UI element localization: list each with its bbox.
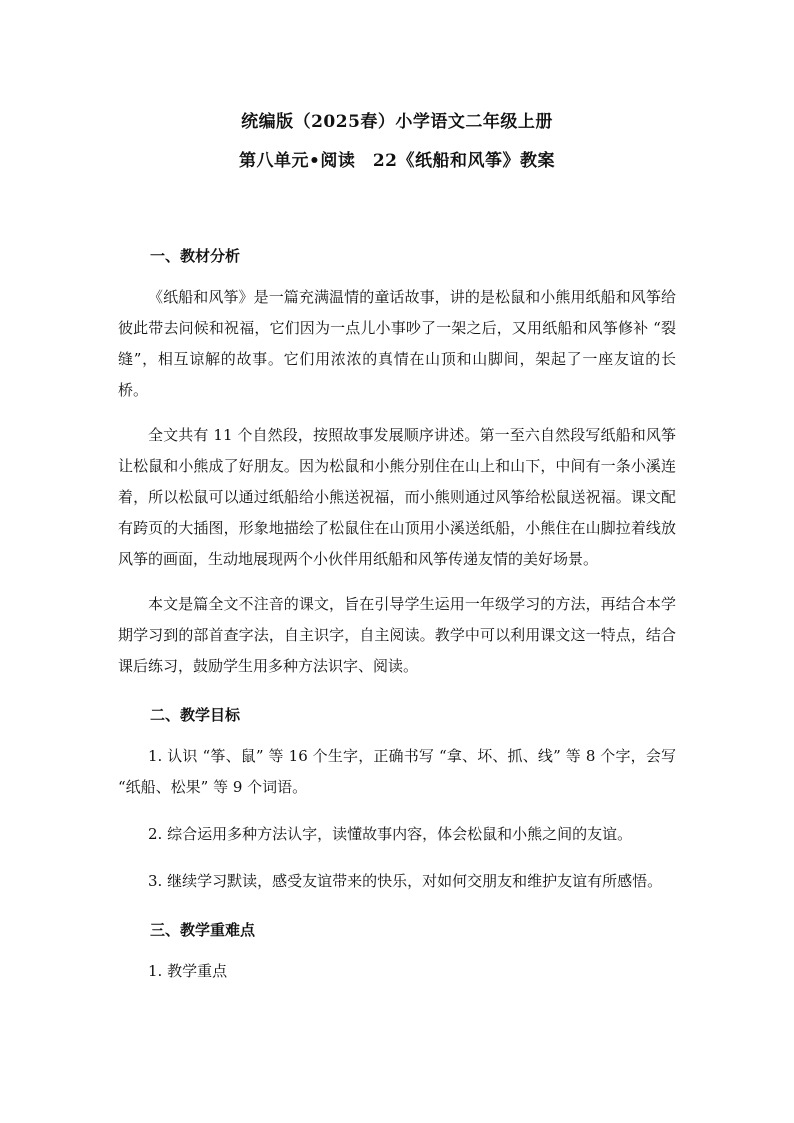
document-subtitle: 第八单元•阅读 22《纸船和风筝》教案 [238, 151, 556, 171]
paragraph: 全文共有 11 个自然段，按照故事发展顺序讲述。第一至六自然段写纸船和风筝让松鼠和小熊成了好朋友。因为松鼠和小熊分别住在山上和山下，中间有一条小溪连着，所以松鼠可以通过纸船给小熊送祝福，而小熊则通过风筝给松鼠送祝福。课文配有跨页的大插图，形象地描绘了松鼠住在山顶用小溪送纸船，小熊住在山脚拉着线放风筝的画面，生动地展现两个小伙伴用纸船和风筝传递友情的美好场景。 [118, 426, 676, 568]
list-item: 3. 继续学习默读，感受友谊带来的快乐，对如何交朋友和维护友谊有所感悟。 [148, 872, 663, 890]
paragraph: 《纸船和风筝》是一篇充满温情的童话故事，讲的是松鼠和小熊用纸船和风筝给彼此带去问候和祝福，它们因为一点儿小事吵了一架之后，又用纸船和风筝修补 “裂缝”，相互谅解的故事。它们用浓浓的真情在山顶和山脚间，架起了一座友谊的长桥。 [118, 288, 676, 399]
section-textbook-analysis [118, 245, 676, 682]
paragraph: 本文是篇全文不注音的课文，旨在引导学生运用一年级学习的方法，再结合本学期学习到的部首查字法，自主识字，自主阅读。教学中可以利用课文这一特点，结合课后练习，鼓励学生用多种方法识字、阅读。 [118, 595, 676, 675]
section-teaching-goals [118, 704, 676, 897]
section-heading: 三、教学重难点 [150, 921, 256, 939]
list-item: 1. 教学重点 [148, 962, 228, 980]
list-item: 2. 综合运用多种方法认字，读懂故事内容，体会松鼠和小熊之间的友谊。 [148, 825, 633, 843]
list-item: 1. 认识 “筝、鼠” 等 16 个生字，正确书写 “拿、坏、抓、线” 等 8 个字，会写 “纸船、松果” 等 9 个词语。 [118, 747, 676, 796]
section-key-difficulties [118, 919, 676, 987]
section-heading: 二、教学目标 [150, 706, 241, 724]
document-title: 统编版（2025春）小学语文二年级上册 [241, 112, 553, 132]
section-heading: 一、教材分析 [150, 247, 241, 265]
